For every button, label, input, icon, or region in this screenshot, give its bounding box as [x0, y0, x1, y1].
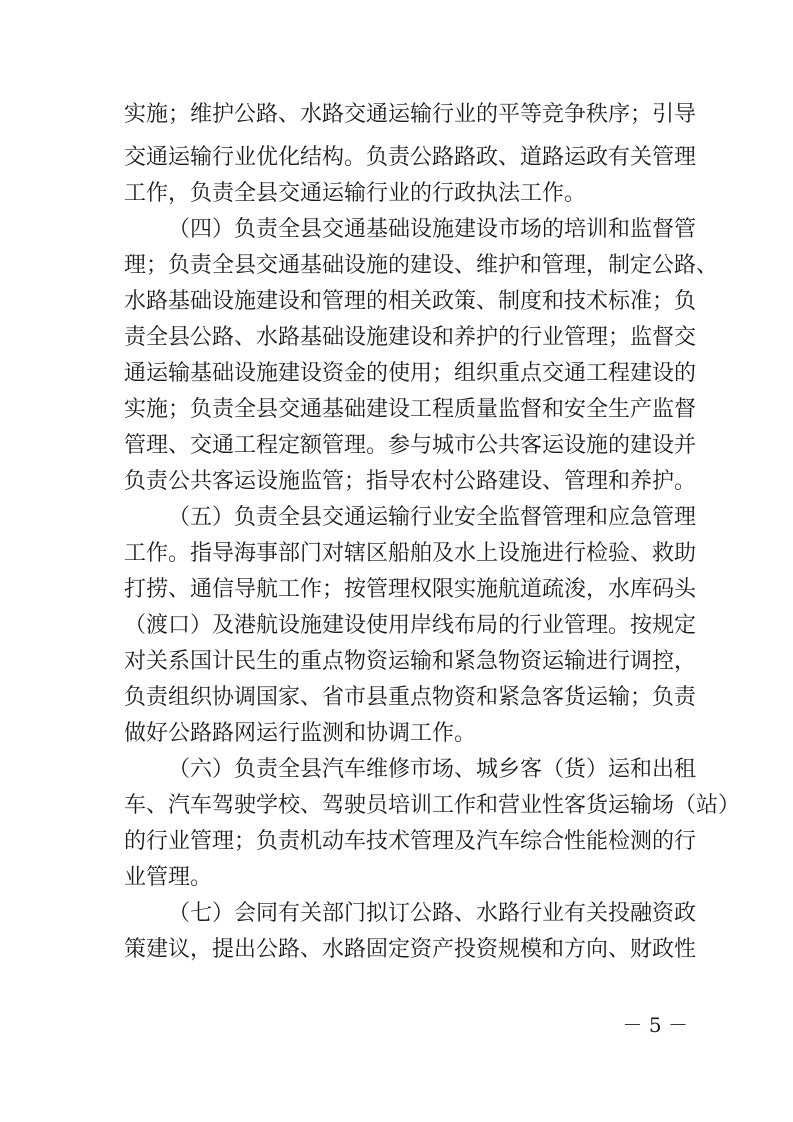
paragraph-5-start: （五）负责全县交通运输行业安全监督管理和应急管理 — [168, 505, 697, 530]
text-line: 打捞、通信导航工作；按管理权限实施航道疏浚，水库码头 — [124, 577, 697, 602]
text-line: 负责组织协调国家、省市县重点物资和紧急客货运输；负责 — [124, 685, 697, 710]
text-line: 策建议，提出公路、水路固定资产投资规模和方向、财政性 — [124, 937, 697, 962]
text-line: 工作。指导海事部门对辖区船舶及水上设施进行检验、救助 — [124, 541, 697, 566]
text-line: 管理、交通工程定额管理。参与城市公共客运设施的建设并 — [124, 433, 697, 458]
text-line: 交通运输行业优化结构。负责公路路政、道路运政有关管理 — [124, 145, 697, 170]
paragraph-4-start: （四）负责全县交通基础设施建设市场的培训和监督管 — [168, 217, 697, 242]
text-line: 通运输基础设施建设资金的使用；组织重点交通工程建设的 — [124, 361, 697, 386]
text-line: 对关系国计民生的重点物资运输和紧急物资运输进行调控， — [124, 649, 697, 674]
text-line: 负责公共客运设施监管；指导农村公路建设、管理和养护。 — [124, 469, 697, 494]
paragraph-6-start: （六）负责全县汽车维修市场、城乡客（货）运和出租 — [168, 757, 697, 782]
text-line: 责全县公路、水路基础设施建设和养护的行业管理；监督交 — [124, 325, 697, 350]
text-line: 做好公路路网运行监测和协调工作。 — [124, 721, 477, 746]
paragraph-7-start: （七）会同有关部门拟订公路、水路行业有关投融资政 — [168, 901, 697, 926]
text-line: 理；负责全县交通基础设施的建设、维护和管理，制定公路、 — [124, 253, 719, 278]
text-line: （渡口）及港航设施建设使用岸线布局的行业管理。按规定 — [124, 613, 697, 638]
page-number: － 5 － — [622, 1013, 688, 1037]
text-line: 实施；负责全县交通基础建设工程质量监督和安全生产监督 — [124, 397, 697, 422]
text-line: 水路基础设施建设和管理的相关政策、制度和技术标准；负 — [124, 289, 697, 314]
text-line: 车、汽车驾驶学校、驾驶员培训工作和营业性客货运输场（站） — [124, 793, 741, 818]
text-line: 工作，负责全县交通运输行业的行政执法工作。 — [124, 181, 587, 206]
text-line: 的行业管理；负责机动车技术管理及汽车综合性能检测的行 — [124, 829, 697, 854]
text-line: 实施；维护公路、水路交通运输行业的平等竞争秩序；引导 — [124, 102, 697, 127]
text-line: 业管理。 — [124, 865, 213, 890]
